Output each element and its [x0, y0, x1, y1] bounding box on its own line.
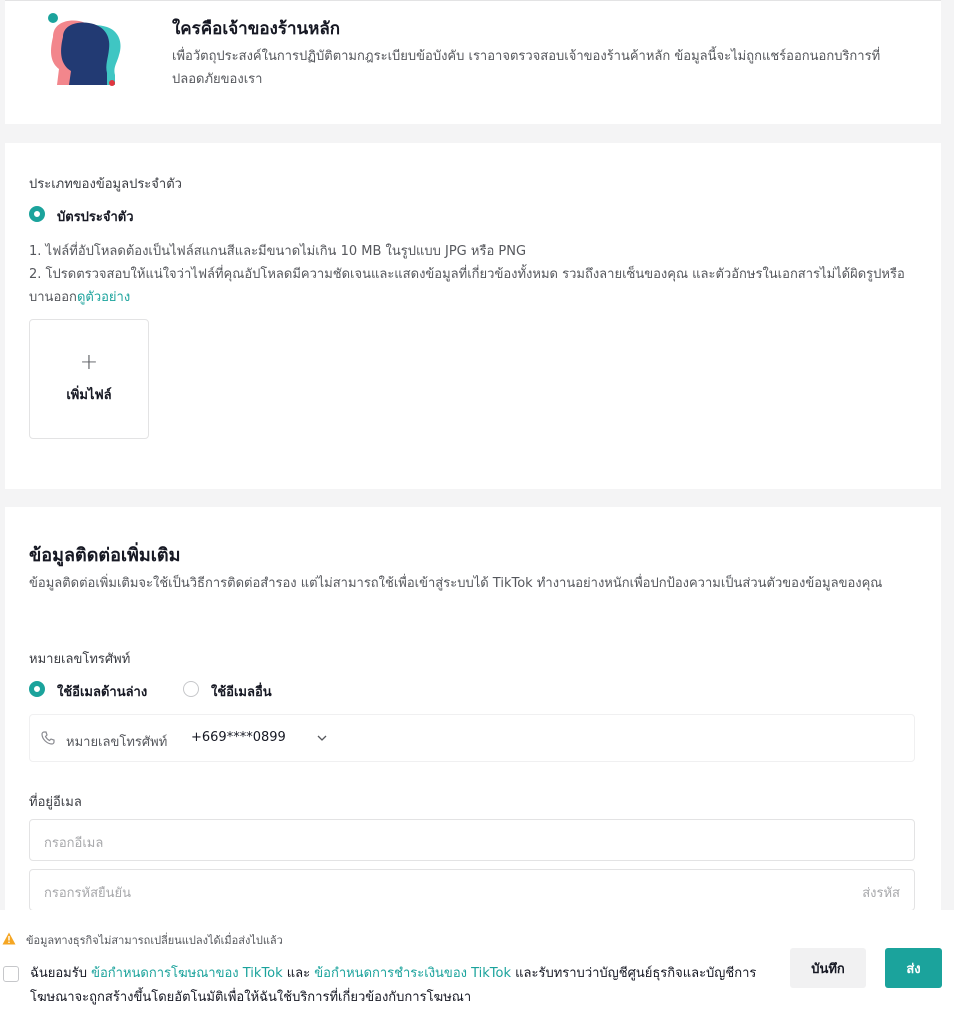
add-file-label: เพิ่มไฟล์	[66, 388, 112, 403]
agree-and: และ	[282, 966, 315, 981]
use-email-below-radio[interactable]	[29, 681, 45, 697]
footer-bar	[0, 910, 954, 1024]
submit-button[interactable]: ส่ง	[885, 948, 942, 988]
use-other-email-label: ใช้อีเมลอื่น	[211, 685, 272, 700]
plus-icon: +	[79, 350, 99, 375]
email-placeholder: กรอกอีเมล	[44, 836, 104, 851]
contact-section	[5, 507, 941, 910]
agree-prefix: ฉันยอมรับ	[30, 966, 92, 981]
agree-suffix: และรับทราบว่าบัญชีศูนย์ธุรกิจและบัญชีการโฆษณาจะถูกสร้างขึ้นโดยอัตโนมัติเพื่อให้ฉันใช้บริการที่เกี่ยวข้องกับการโฆษณา	[30, 966, 757, 1005]
chevron-down-icon	[316, 732, 328, 744]
email-input[interactable]	[29, 819, 915, 861]
warning-icon	[2, 932, 16, 945]
agree-text	[30, 962, 775, 1010]
phone-value: +669****0899	[191, 730, 286, 745]
id-section	[5, 143, 941, 489]
save-button[interactable]: บันทึก	[790, 948, 866, 988]
id-upload-notes	[29, 240, 919, 309]
use-other-email-radio[interactable]	[183, 681, 199, 697]
phone-select[interactable]	[29, 714, 915, 762]
example-link[interactable]: ดูตัวอย่าง	[76, 290, 131, 305]
send-code-button[interactable]: ส่งรหัส	[862, 886, 900, 901]
warning-text: ข้อมูลทางธุรกิจไม่สามารถเปลี่ยนแปลงได้เมื่อส่งไปแล้ว	[26, 934, 283, 947]
id-type-label: ประเภทของข้อมูลประจำตัว	[29, 177, 182, 192]
owner-section	[5, 0, 941, 124]
add-file-button[interactable]	[29, 319, 149, 439]
contact-description: ข้อมูลติดต่อเพิ่มเติมจะใช้เป็นวิธีการติดต่อสำรอง แต่ไม่สามารถใช้เพื่อเข้าสู่ระบบได้ TikTok ทำงานอย่างหนักเพื่อปกป้องความเป็นส่วนตัวของข้อมูลของคุณ	[29, 576, 883, 591]
person-silhouette-icon	[45, 13, 125, 89]
email-label: ที่อยู่อีเมล	[29, 795, 82, 810]
note-2	[29, 263, 919, 309]
owner-description: เพื่อวัตถุประสงค์ในการปฏิบัติตามกฎระเบียบข้อบังคับ เราอาจตรวจสอบเจ้าของร้านค้าหลัก ข้อมูลนี้จะไม่ถูกแชร์ออกนอกบริการที่ปลอดภัยของเรา	[172, 49, 881, 87]
ads-terms-link[interactable]: ข้อกำหนดการโฆษณาของ TikTok	[91, 966, 283, 981]
code-placeholder: กรอกรหัสยืนยัน	[44, 886, 132, 901]
payment-terms-link[interactable]: ข้อกำหนดการชำระเงินของ TikTok	[314, 966, 512, 981]
id-card-option-label: บัตรประจำตัว	[57, 210, 134, 225]
use-email-below-label: ใช้อีเมลด้านล่าง	[57, 685, 148, 700]
note-1: 1. ไฟล์ที่อัปโหลดต้องเป็นไฟล์สแกนสีและมีขนาดไม่เกิน 10 MB ในรูปแบบ JPG หรือ PNG	[29, 244, 527, 259]
phone-field-label: หมายเลขโทรศัพท์	[66, 735, 168, 750]
id-card-radio[interactable]	[29, 206, 45, 222]
owner-title: ใครคือเจ้าของร้านหลัก	[172, 19, 341, 39]
verification-code-input[interactable]	[29, 869, 915, 911]
note-2-text: 2. โปรดตรวจสอบให้แน่ใจว่าไฟล์ที่คุณอัปโหลดมีความชัดเจนและแสดงข้อมูลที่เกี่ยวข้องทั้งหมด รวมถึงลายเซ็นของคุณ และตัวอักษรในเอกสารไม่ได้ผิดรูปหรือบานออก	[29, 267, 905, 305]
agree-checkbox[interactable]	[3, 966, 19, 982]
phone-icon	[40, 730, 56, 746]
phone-section-label: หมายเลขโทรศัพท์	[29, 652, 131, 667]
contact-title: ข้อมูลติดต่อเพิ่มเติม	[29, 545, 181, 566]
